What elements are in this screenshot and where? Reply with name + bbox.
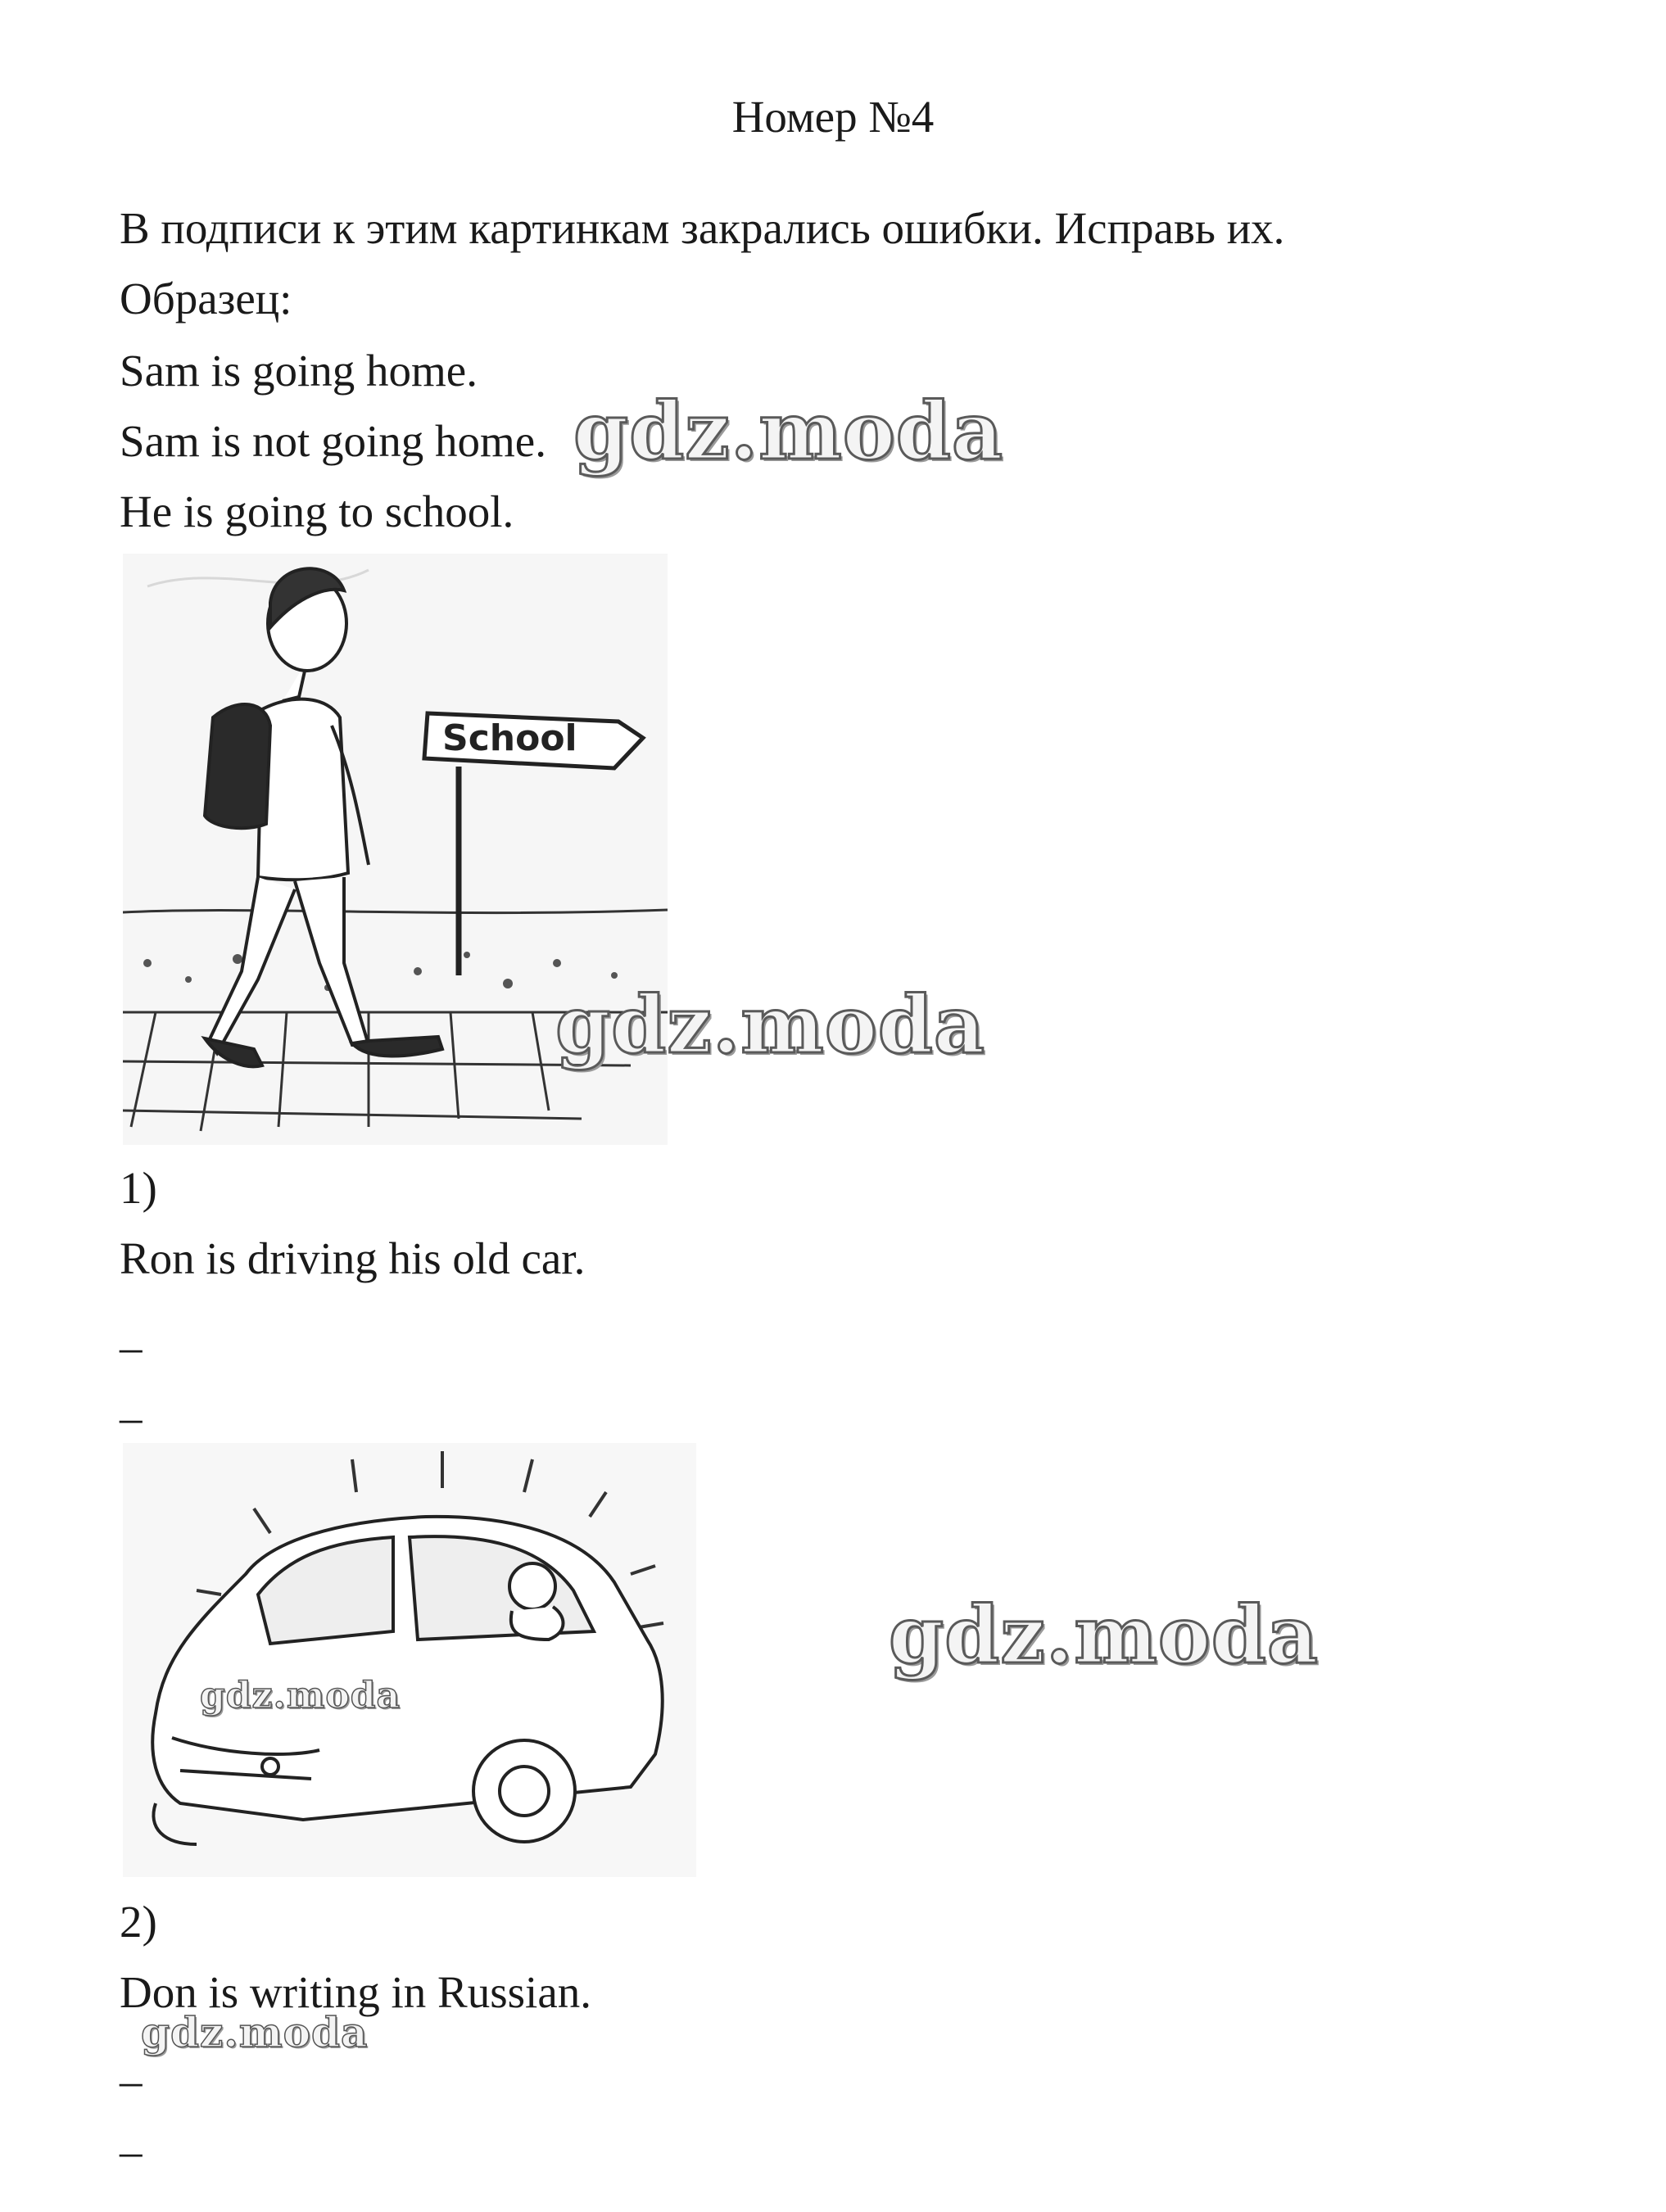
item-2-answer-1: –: [120, 2056, 143, 2106]
item-2-sentence: Don is writing in Russian.: [120, 1967, 591, 2017]
task-instruction: В подписи к этим картинкам закрались ошибки. Исправь их.: [120, 203, 1285, 253]
page-title: Номер №4: [731, 92, 935, 142]
example-line-2: Sam is not going home.: [120, 416, 546, 466]
example-line-1: Sam is going home.: [120, 346, 478, 396]
sign-label: School: [442, 717, 577, 759]
man-driving-car-illustration: [123, 1443, 696, 1877]
item-1-answer-1: –: [120, 1322, 143, 1372]
watermark: gdz.moda: [200, 1675, 401, 1717]
watermark: gdz.moda: [573, 385, 1004, 477]
item-1-sentence: Ron is driving his old car.: [120, 1233, 586, 1283]
item-2-number: 2): [120, 1897, 157, 1947]
example-label: Образец:: [120, 274, 292, 323]
item-2-answer-2: –: [120, 2126, 143, 2176]
item-1-answer-2: –: [120, 1392, 143, 1442]
watermark: gdz.moda: [555, 979, 986, 1071]
watermark: gdz.moda: [889, 1589, 1320, 1681]
item-1-number: 1): [120, 1163, 157, 1213]
watermark: gdz.moda: [141, 2008, 369, 2056]
example-line-3: He is going to school.: [120, 486, 514, 536]
